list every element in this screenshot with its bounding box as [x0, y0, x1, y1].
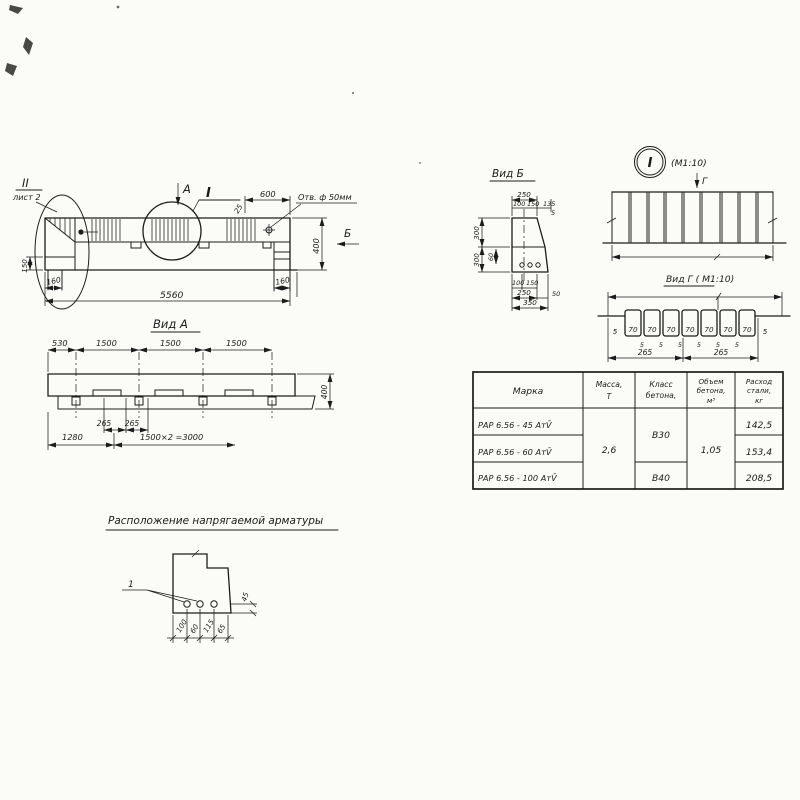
table-row-mark: РАР 6.56 - 45 АтV̄: [478, 420, 552, 430]
table-row-mark: РАР 6.56 - 100 АтV̄: [478, 473, 557, 483]
detail-marker-label: II: [22, 176, 29, 190]
spec-table: [473, 372, 783, 489]
col-header-mass: Масса,: [595, 380, 623, 389]
dim-label: 530: [52, 338, 68, 348]
steel-value: 153,4: [745, 447, 773, 458]
view-g-title: Вид Г ( М1:10): [666, 274, 735, 285]
dim-label: 60: [487, 252, 495, 262]
dim-label: 1280: [62, 432, 83, 442]
scan-artifacts: [5, 5, 421, 164]
rebar-dot: [528, 263, 532, 267]
table-row-mark: РАР 6.56 - 60 АтV̄: [478, 447, 552, 457]
col-header-volume-3: м³: [706, 396, 716, 405]
dim-label: 100: [513, 200, 526, 208]
dim-label: 25: [232, 202, 245, 216]
dim-label: 70: [685, 325, 695, 334]
prestress-bar: [197, 601, 203, 607]
detail-i-scale: (М1:10): [671, 158, 707, 169]
dim-label: 1500: [226, 338, 247, 348]
dim-label: 400: [311, 238, 321, 254]
steel-value: 142,5: [745, 420, 773, 431]
col-header-steel-2: стали,: [746, 386, 772, 395]
dim-label: 70: [742, 325, 752, 334]
rebar-title: Расположение напрягаемой арматуры: [108, 515, 324, 527]
volume-value: 1,05: [700, 445, 722, 456]
dim-label: 115: [201, 617, 216, 635]
dim-label: 5: [696, 341, 702, 349]
dim-label: 5: [715, 341, 721, 349]
dim-label: 50: [552, 290, 561, 298]
dim-label: 160: [274, 275, 291, 287]
view-g: [598, 274, 790, 362]
dim-label: 100: [174, 617, 189, 635]
dim-label: 70: [723, 325, 733, 334]
section-a-label: A: [183, 182, 191, 196]
dim-label: 135: [543, 200, 556, 208]
dim-label: 70: [704, 325, 714, 334]
dim-label: 300: [472, 226, 481, 240]
main-beam-view: [12, 176, 359, 309]
rebar-dot: [536, 263, 540, 267]
class-value-bottom: В40: [652, 473, 670, 484]
prestress-bar: [184, 601, 190, 607]
detail-marker-sheet: лист 2: [13, 192, 41, 202]
dim-label: 150: [20, 259, 29, 273]
dim-label: 1500: [160, 338, 181, 348]
col-header-steel-3: кг: [754, 396, 764, 405]
dim-label: 160: [45, 275, 62, 287]
dim-label: 265: [96, 419, 112, 428]
detail-i: [603, 147, 786, 262]
dim-label: 5: [677, 341, 683, 349]
detail-i-label: I: [647, 156, 653, 171]
mass-value: 2,6: [601, 445, 617, 456]
anchor-plate-dot: [78, 229, 83, 234]
hole-note: Отв. ф 50мм: [298, 192, 352, 202]
dim-label: 600: [260, 189, 276, 199]
dim-label: 65: [215, 622, 228, 636]
col-header-mark: Марка: [512, 386, 544, 397]
dim-label: 1500×2 =3000: [140, 432, 204, 442]
detail-oval-callout: [35, 195, 89, 309]
col-header-class-2: бетона,: [645, 391, 677, 400]
dim-label: 250: [517, 288, 531, 297]
dim-label: 265: [124, 419, 140, 428]
dim-label: 5: [551, 209, 556, 217]
col-header-volume: Объем: [698, 377, 724, 386]
col-header-mass-2: Т: [606, 392, 612, 401]
dim-label: 5: [612, 327, 618, 336]
dim-label: 5560: [160, 290, 184, 301]
dim-label: 1500: [96, 338, 117, 348]
dim-label: 5: [658, 341, 664, 349]
view-b-title: Вид Б: [492, 168, 524, 180]
dim-label: 400: [320, 384, 329, 400]
dim-label: 150: [526, 279, 539, 287]
dim-label: 100: [512, 279, 525, 287]
dim-label: 60: [188, 622, 201, 636]
dim-label: 150: [527, 200, 540, 208]
dim-label: 300: [472, 253, 481, 267]
rebar-dot: [520, 263, 524, 267]
dim-label: 5: [639, 341, 645, 349]
dim-label: 45: [239, 591, 251, 603]
view-b-section: [472, 168, 560, 311]
dim-label: 5: [762, 327, 768, 336]
prestress-bar: [211, 601, 217, 607]
dim-label: 70: [628, 325, 638, 334]
dim-label: 350: [523, 298, 537, 307]
rebar-layout: [106, 515, 338, 643]
view-a-title: Вид А: [153, 317, 188, 331]
dim-label: 265: [713, 348, 729, 357]
dim-label: 70: [666, 325, 676, 334]
col-header-steel: Расход: [745, 377, 773, 386]
view-b-arrow-label: Б: [344, 228, 352, 240]
dim-label: 5: [734, 341, 740, 349]
detail-i-label: I: [206, 186, 211, 201]
dim-label: 250: [517, 190, 531, 199]
class-value-top: В30: [652, 430, 670, 441]
col-header-volume-2: бетона,: [696, 386, 726, 395]
dim-label: 265: [637, 348, 653, 357]
col-header-class: Класс: [649, 380, 673, 389]
view-a: [48, 317, 334, 450]
view-g-arrow-label: Г: [702, 176, 708, 187]
dim-label: 70: [647, 325, 657, 334]
leader-label: 1: [128, 579, 134, 590]
steel-value: 208,5: [745, 473, 773, 484]
